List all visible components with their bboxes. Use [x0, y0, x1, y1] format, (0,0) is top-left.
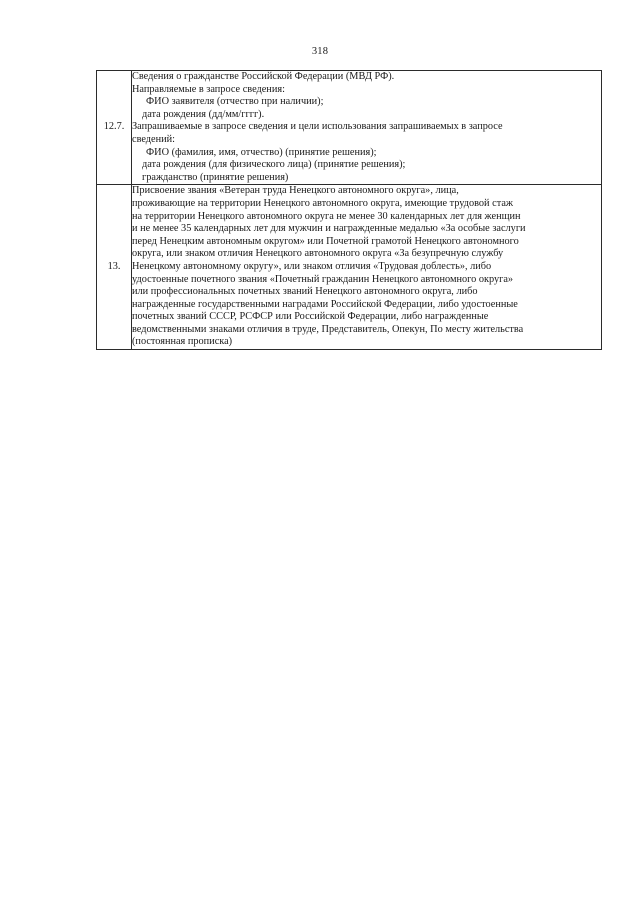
text-line: проживающие на территории Ненецкого автономного округа, имеющие трудовой стаж: [132, 197, 514, 209]
text-line: и не менее 35 календарных лет для мужчин и награжденные медалью «За особые заслуги: [132, 223, 526, 235]
text-line: гражданство (принятие решения): [142, 171, 289, 183]
document-table: [96, 70, 602, 350]
text-line: или профессиональных почетных званий Ненецкого автономного округа, либо: [132, 286, 478, 298]
text-line: на территории Ненецкого автономного округа не менее 30 календарных лет для женщин: [132, 210, 521, 222]
text-line: Присвоение звания «Ветеран труда Ненецкого автономного округа», лица,: [132, 185, 459, 197]
text-line: (постоянная прописка): [132, 336, 233, 348]
row-content-cell: [132, 185, 602, 350]
text-line: перед Ненецким автономным округом» или Почетной грамотой Ненецкого автономного: [132, 235, 519, 247]
text-line: округа, или знаком отличия Ненецкого автономного округа «За безупречную службу: [132, 248, 504, 260]
table-row: [97, 185, 602, 350]
text-line: ФИО заявителя (отчество при наличии);: [146, 96, 324, 108]
page-number: 318: [311, 46, 329, 57]
row-number-cell: 12.7.: [97, 71, 132, 185]
text-line: дата рождения (дд/мм/гггг).: [142, 108, 265, 120]
text-line: Направляемые в запросе сведения:: [132, 83, 285, 95]
text-line: Ненецкому автономному округу», или знаком отличия «Трудовая доблесть», либо: [132, 260, 492, 272]
text-line: ФИО (фамилия, имя, отчество) (принятие решения);: [146, 146, 377, 158]
row-number-cell: 13.: [97, 185, 132, 350]
text-line: Запрашиваемые в запросе сведения и цели использования запрашиваемых в запросе: [132, 121, 503, 133]
text-line: сведений:: [132, 133, 176, 145]
text-line: Сведения о гражданстве Российской Федерации (МВД РФ).: [132, 71, 395, 82]
text-line: удостоенные почетного звания «Почетный гражданин Ненецкого автономного округа»: [132, 273, 514, 285]
row-content-cell: [132, 71, 602, 185]
text-line: ведомственными знаками отличия в труде, Представитель, Опекун, По месту жительства: [132, 323, 524, 335]
text-line: почетных званий СССР, РСФСР или Российской Федерации, либо награжденные: [132, 311, 489, 323]
text-line: дата рождения (для физического лица) (принятие решения);: [142, 159, 406, 171]
table-row: [97, 71, 602, 185]
text-line: награжденные государственными наградами Российской Федерации, либо удостоенные: [132, 298, 518, 310]
